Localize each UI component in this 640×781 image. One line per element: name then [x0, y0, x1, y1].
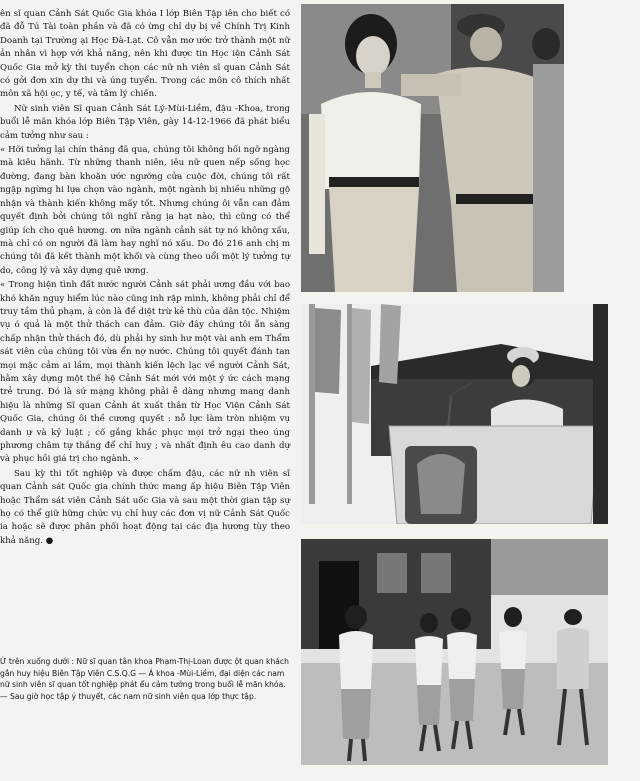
article-paragraph: Nữ sinh viên Sĩ quan Cảnh Sát Lý-Mùi-Liềm, đậu -Khoa, trong buổi lễ mãn khóa lớp Biên Tập Viên, gày 14-12-1966 đã phát biểu cảm tưởng như sau :: [0, 103, 290, 141]
photo-podium-speech: [301, 304, 608, 524]
article-paragraph: ên sĩ quan Cảnh Sát Quốc Gia khóa I lớp Biên Tập iên cho biết có đã đỗ Tú Tài toàn phần và đã có ừng chỉ dự bị về Chính Trị Kinh Doanh tại Trường ại Học Đà-Lạt. Cô vẫn mơ ước trở thành một nữ ản nhân vì hợp với khả năng, nên khi được tin Học iện Cảnh Sát Quốc Gia mở kỳ thi tuyển chọn các nữ nh viên sĩ quan Cảnh Sát có gởi đơn xin dự thi và úng tuyển. Trong các môn cô thích nhất môn xã hội ọc, y tế, và tâm lý chiến.: [0, 9, 290, 100]
article-paragraph: « Trong hiện tình đất nước người Cảnh sát phải ương đầu với bao khó khăn nguy hiểm lúc nào cũng inh rập mình, không phải chỉ để truy tầm thủ phạm, à còn là để diệt trừ kẻ thù của dân tộc. Nhiệm vụ ó quả là một thử thách can đảm. Giờ đây chúng tôi ẵn sàng chấp nhận thử thách đó, dù phải hy sinh hư một vài anh em Thẩm sát viên của chúng tôi vừa ển nợ nước. Chúng tôi quyết đánh tan mọi mặc cảm ai lầm, mọi thành kiến lệch lạc về người Cảnh Sát, hằm xây dựng một thế hệ Cảnh Sát mới với một ý ức cách mạng trẻ trung. Đó là sứ mạng không phải ễ dàng nhưng mang danh hiệu là những Sĩ quan Cảnh át xuất thân từ Học Viện Cảnh Sát Quốc Gia, chúng ôi thề cương quyết : nỗ lực làm tròn nhiệm vụ danh ự và kỷ luật ; cố gắng khắc phục mọi trở ngại theo úng phương châm tự thắng để chỉ huy ; và nhất định êu cao danh dự và phục hồi giá trị cho ngành. »: [0, 280, 290, 465]
article-paragraph: « Hỡi tưởng lại chín tháng đã qua, chúng tôi không hối ngỡ ngàng mà kiêu hãnh. Từ những thanh niên, iêu nữ quen nếp sống học đường, đang bàn khoăn ước ngưỡng cửa cuộc đời, chúng tôi rất ngập ngừng hi lựa chọn vào ngành, một ngành bị nhiều những gộ nhận và thành kiến không mấy tốt. Nhưng chúng ôi vẫn can đảm quyết định bởi chúng tôi nghĩ rằng ịa hạt nào, thì cũng có thể giúp ích cho quê hương. ơn nữa ngành cảnh sát tự nó không xấu, mà chỉ có on người đã làm hay nghĩ nó xấu. Do đó 216 anh chị m chúng tôi đã kết thành một khối và cùng theo uổi một lý tưởng tự do, công lý và xây dựng quê ương.: [0, 145, 290, 276]
photo-badge-ceremony: [301, 4, 564, 292]
article-paragraph: Sau kỳ thi tốt nghiệp và được chấm đậu, các nữ nh viên sĩ quan Cảnh sát Quốc gia chính thức mang ấp hiệu Biên Tập Viên hoặc Thẩm sát viên Cảnh Sát uốc Gia và sau một thời gian tập sự họ có thể giữ hững chức vụ chỉ huy các đơn vị nữ Cảnh Sát Quốc ia hoặc sẽ được phân phối hoạt động tại các địa hương tùy theo khả năng. ●: [0, 468, 290, 546]
photo-students-walking: [301, 539, 608, 765]
photo-caption: Ừ trên xuống dưới : Nữ sĩ quan tân khoa Phạm-Thị-Loan được ột quan khách gắn huy hiệu Biên Tập Viên C.S.Q.G — Á khoa -Mùi-Liềm, đại diện các nam nữ sinh viên sĩ quan tốt nghiệp phát ểu cảm tưởng trong buổi lễ mãn khóa. — Sau giờ học tập ý thuyết, các nam nữ sinh viên qua lớp thực tập.: [0, 657, 289, 701]
article-body: [0, 8, 290, 548]
